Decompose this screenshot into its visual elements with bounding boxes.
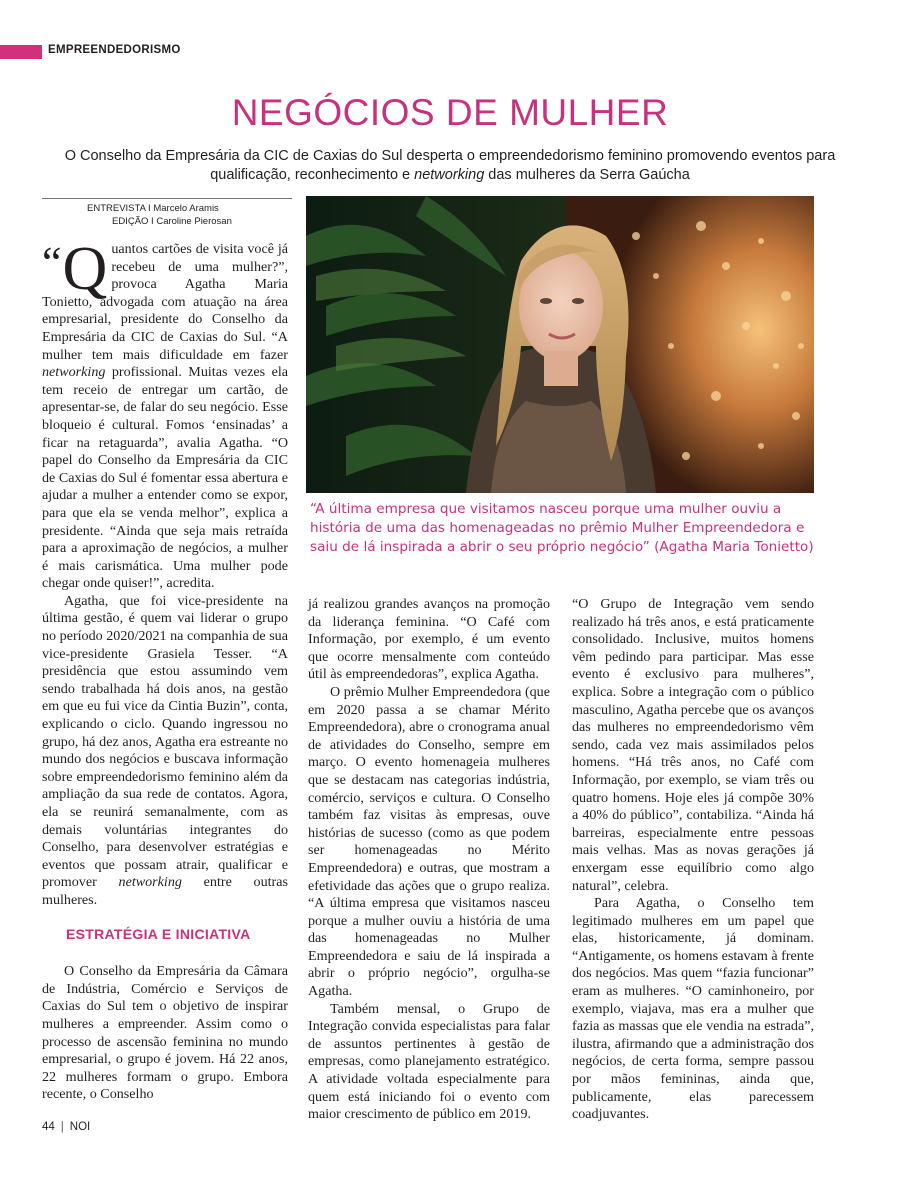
article-column-3 [572,596,814,1124]
paragraph-text: uantos cartões de visita você já recebeu de uma mulher?”, provoca Agatha Maria Tonietto, advogada com atuação na área empresarial, presidente do Conselho da Empresária da CIC de Caxias do Sul. “A mulher tem mais dificuldade em fazer [42,241,288,363]
subtitle-text-1: O Conselho da Empresária da CIC de Caxias do Sul desperta o empreendedorismo feminino promovendo eventos para qualificação, reconhecimento e [64,148,836,183]
paragraph-text: entre outras mulheres. [42,874,288,908]
section-label: EMPREENDEDORISMO [48,44,181,56]
portrait-photo [306,196,814,493]
edition-credit: EDIÇÃO I Caroline Pierosan [112,215,232,227]
subtitle-italic: networking [414,167,485,183]
article-credits [42,198,292,228]
magazine-name: NOI [69,1121,91,1133]
portrait-photo-illustration [306,196,814,493]
section-color-bar [0,45,42,59]
footer-separator: | [60,1121,64,1133]
article-title: NEGÓCIOS DE MULHER [231,92,669,133]
paragraph: Para Agatha, o Conselho tem legitimado mulheres em um papel que elas, historicamente, já dominam. “Antigamente, os homens estavam à frente dos negócios. Mas quem “fazia funcionar” eram as mulheres. “O caminhoneiro, por exemplo, viajava, mas era a mulher que fazia as massas que ele vendia na estrada”, ilustra, afirmando que a administração dos negócios, de certa forma, sempre passou por mãos femininas, ainda que, publicamente, elas parecessem coadjuvantes. [572,895,814,1123]
paragraph: já realizou grandes avanços na promoção da liderança feminina. “O Café com Informação, por exemplo, é um evento que ocorre mensalmente com conteúdo útil às empreendedoras”, explica Agatha. [308,596,550,683]
drop-cap: Q [62,235,108,303]
paragraph-text: profissional. Muitas vezes ela tem receio de entregar um cartão, de apresentar-se, de falar do seu negócio. Esse bloqueio é cultural. Fomos ‘ensinadas’ a ficar na retaguarda”, avalia Agatha. “O papel do Conselho da Empresária da CIC de Caxias do Sul é fomentar essa abertura e ajudar a mulher a entender como se expor, para que ela se venda melhor”, explica a presidente. “Ainda que seja mais retraída para a aproximação de negócios, a mulher é mais carismática. Uma mulher pode chegar onde quiser!”, acredita. [42,364,288,592]
paragraph [42,235,288,593]
paragraph: Também mensal, o Grupo de Integração convida especialistas para falar de assuntos pertinentes à gestão de empresas, como planejamento estratégico. A atividade voltada especialmente para quem está iniciando foi o evento com maior crescimento de público em 2019. [308,1000,550,1123]
pull-quote: “A última empresa que visitamos nasceu porque uma mulher ouviu a história de uma das homenageadas no prêmio Mulher Empreendedora e saiu de lá inspirada a abrir o seu próprio negócio” (Agatha Maria Tonietto) [310,501,814,555]
paragraph-text: Agatha, que foi vice-presidente na última gestão, é quem vai liderar o grupo no período 2020/2021 na companhia de sua vice-presidente Grasiela Tesser. “A presidência que estou assumindo vem sendo trabalhada há dois anos, na gestão em que eu fui vice da Cintia Buzin”, conta, explicando o ciclo. Quando ingressou no grupo, há dez anos, Agatha era estreante no mundo dos negócios e buscava informação sobre empreendedorismo feminino além da ampliação da sua rede de contatos. Agora, ela se reunirá semanalmente, com as demais voluntárias integrantes do Conselho, para desenvolver estratégias e eventos que possam atrair, qualificar e promover [42,592,288,891]
interview-credit: ENTREVISTA I Marcelo Aramis [87,203,219,214]
opening-quote-mark: “ [42,238,62,287]
section-subheading: ESTRATÉGIA E INICIATIVA [66,925,251,942]
paragraph: O prêmio Mulher Empreendedora (que em 2020 passa a se chamar Mérito Empreendedora), abre o cronograma anual de atividades do Conselho, sempre em março. O evento homenageia mulheres que se destacam nas categorias indústria, comércio, serviços e cultura. O Conselho também faz visitas às empresas, ouve histórias de sucesso (como as que podem ser homenageadas no Mérito Empreendedora) e outras, que mostram a efetividade das ações que o grupo realiza. “A última empresa que visitamos nasceu porque a mulher ouviu a história de uma das homenageadas no Mulher Empreendedora e saiu de lá inspirada a abrir o próprio negócio”, orgulha-se Agatha. [308,683,550,1000]
page-number: 44 [42,1121,55,1133]
article-column-1 [42,235,288,1104]
paragraph: O Conselho da Empresária da Câmara de Indústria, Comércio e Serviços de Caxias do Sul tem o objetivo de inspirar mulheres a empreender. Assim como o processo de ascensão feminina no mundo empresarial, o grupo é jovem. Há 22 anos, 22 mulheres formam o grupo. Embora recente, o Conselho [42,963,288,1103]
article-subtitle [60,147,840,185]
subtitle-text-2: das mulheres da Serra Gaúcha [484,167,690,183]
paragraph-italic: networking [118,874,182,891]
page-footer [42,1121,90,1133]
paragraph [42,593,288,910]
article-column-2 [308,596,550,1124]
paragraph-italic: networking [42,364,106,381]
paragraph: “O Grupo de Integração vem sendo realizado há três anos, e está praticamente consolidado. Inclusive, muitos homens vêm pedindo para participar. Mas esse evento é exclusivo para mulheres”, explica. Sobre a integração com o público masculino, Agatha percebe que os avanços das mulheres no empreendedorismo vêm sendo, cada vez mais assimilados pelos homens. “Há três anos, no Café com Informação, por exemplo, se viam três ou quatro homens. Hoje eles já compõe 30% a 40% do público”, contabiliza. “Ainda há barreiras, especialmente entre pessoas mais velhas. Mas as novas gerações já enxergam esse equilíbrio como algo natural”, celebra. [572,596,814,894]
